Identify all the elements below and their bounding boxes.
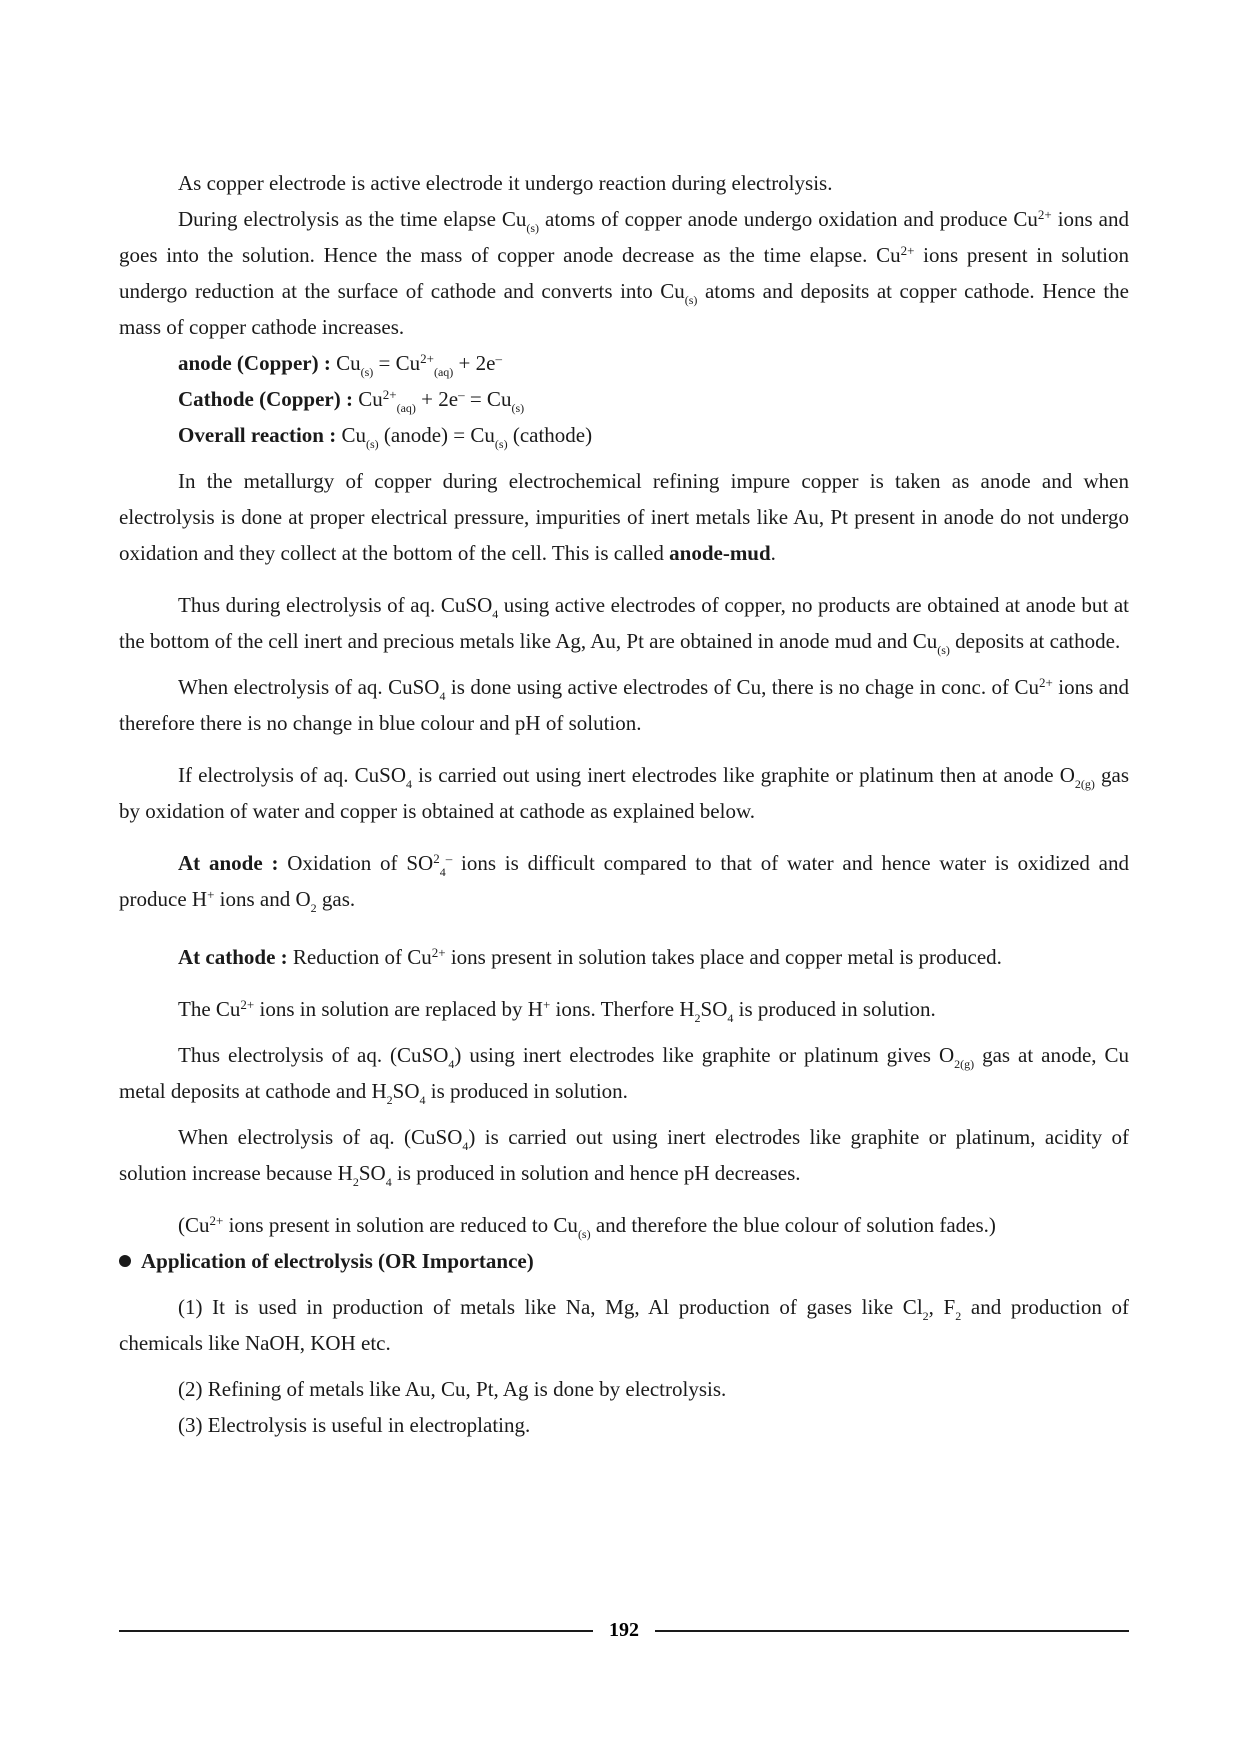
paragraph-10: Thus electrolysis of aq. (CuSO$_4$) using inert electrodes like graphite or platinum gives $O_{2(g)}$ gas at anode, Cu metal deposits at cathode and $H_2SO_4$ is produced in solution. <box>119 1043 1130 1107</box>
paragraph-9: The $Cu^{2+}$ ions in solution are replaced by H+ ions. Therfore $H_2SO_4$ is produced in solution. <box>178 997 936 1025</box>
paragraph-5: When electrolysis of aq. CuSO$_4$ is done using active electrodes of Cu, there is no chage in conc. of $Cu^{2+}$ ions and therefore there is no change in blue colour and pH of solution. <box>119 675 1130 735</box>
section-heading: Application of electrolysis (OR Importance) <box>119 1243 1129 1279</box>
paragraph-12: ($Cu^{2+}$ ions present in solution are reduced to $Cu_{(s)}$ and therefore the blue colour of solution fades.) <box>178 1213 996 1241</box>
page-footer <box>119 1612 1129 1648</box>
cathode-equation: Cathode (Copper) : $Cu^{2+}_{(aq)} + 2e^- = Cu_{(s)}$ <box>178 387 525 415</box>
bullet-icon <box>119 1255 131 1267</box>
application-2: (2) Refining of metals like Au, Cu, Pt, Ag is done by electrolysis. <box>178 1377 727 1401</box>
paragraph-1: As copper electrode is active electrode it undergo reaction during electrolysis. <box>178 171 833 195</box>
application-3: (3) Electrolysis is useful in electroplating. <box>178 1413 531 1437</box>
anode-equation: anode (Copper) : $Cu_{(s)} = Cu^{2+}_{(aq)} + 2e^-$ <box>178 351 502 379</box>
paragraph-7: At anode : Oxidation of $SO^2_4^-$ ions is difficult compared to that of water and hence water is oxidized and produce H+ ions and $O_2$ gas. <box>119 851 1130 915</box>
paragraph-4: Thus during electrolysis of aq. CuSO$_4$ using active electrodes of copper, no products are obtained at anode but at the bottom of the cell inert and precious metals like Ag, Au, Pt are obtained in anode mud and $Cu_{(s)}$ deposits at cathode. <box>119 593 1129 657</box>
application-1: (1) It is used in production of metals like Na, Mg, Al production of gases like $Cl_2$, $F_2$ and production of chemicals like NaOH, KOH etc. <box>119 1295 1130 1355</box>
paragraph-3: In the metallurgy of copper during electrochemical refining impure copper is taken as anode and when electrolysis is done at proper electrical pressure, impurities of inert metals like Au, Pt present in anode do not undergo oxidation and they collect at the bottom of the cell. This is called anode-mud. <box>119 469 1129 565</box>
document-body <box>119 165 1129 1443</box>
paragraph-8: At cathode : Reduction of $Cu^{2+}$ ions present in solution takes place and copper metal is produced. <box>178 945 1002 969</box>
page-number: 192 <box>609 1619 639 1641</box>
paragraph-6: If electrolysis of aq. CuSO$_4$ is carried out using inert electrodes like graphite or platinum then at anode $O_{2(g)}$ gas by oxidation of water and copper is obtained at cathode as explained below. <box>119 763 1129 823</box>
footer-rule-right <box>655 1630 1129 1632</box>
paragraph-2: During electrolysis as the time elapse $Cu_{(s)}$ atoms of copper anode undergo oxidation and produce $Cu^{2+}$ ions and goes into the solution. Hence the mass of copper anode decrease as the time elapse. $Cu^{2+}$ ions present in solution undergo reduction at the surface of cathode and converts into $Cu_{(s)}$ atoms and deposits at copper cathode. Hence the mass of copper cathode increases. <box>119 207 1130 339</box>
overall-equation: Overall reaction : $Cu_{(s)}$ (anode) = $Cu_{(s)}$ (cathode) <box>178 423 593 451</box>
paragraph-11: When electrolysis of aq. (CuSO$_4$) is carried out using inert electrodes like graphite or platinum, acidity of solution increase because $H_2SO_4$ is produced in solution and hence pH decreases. <box>119 1125 1129 1189</box>
